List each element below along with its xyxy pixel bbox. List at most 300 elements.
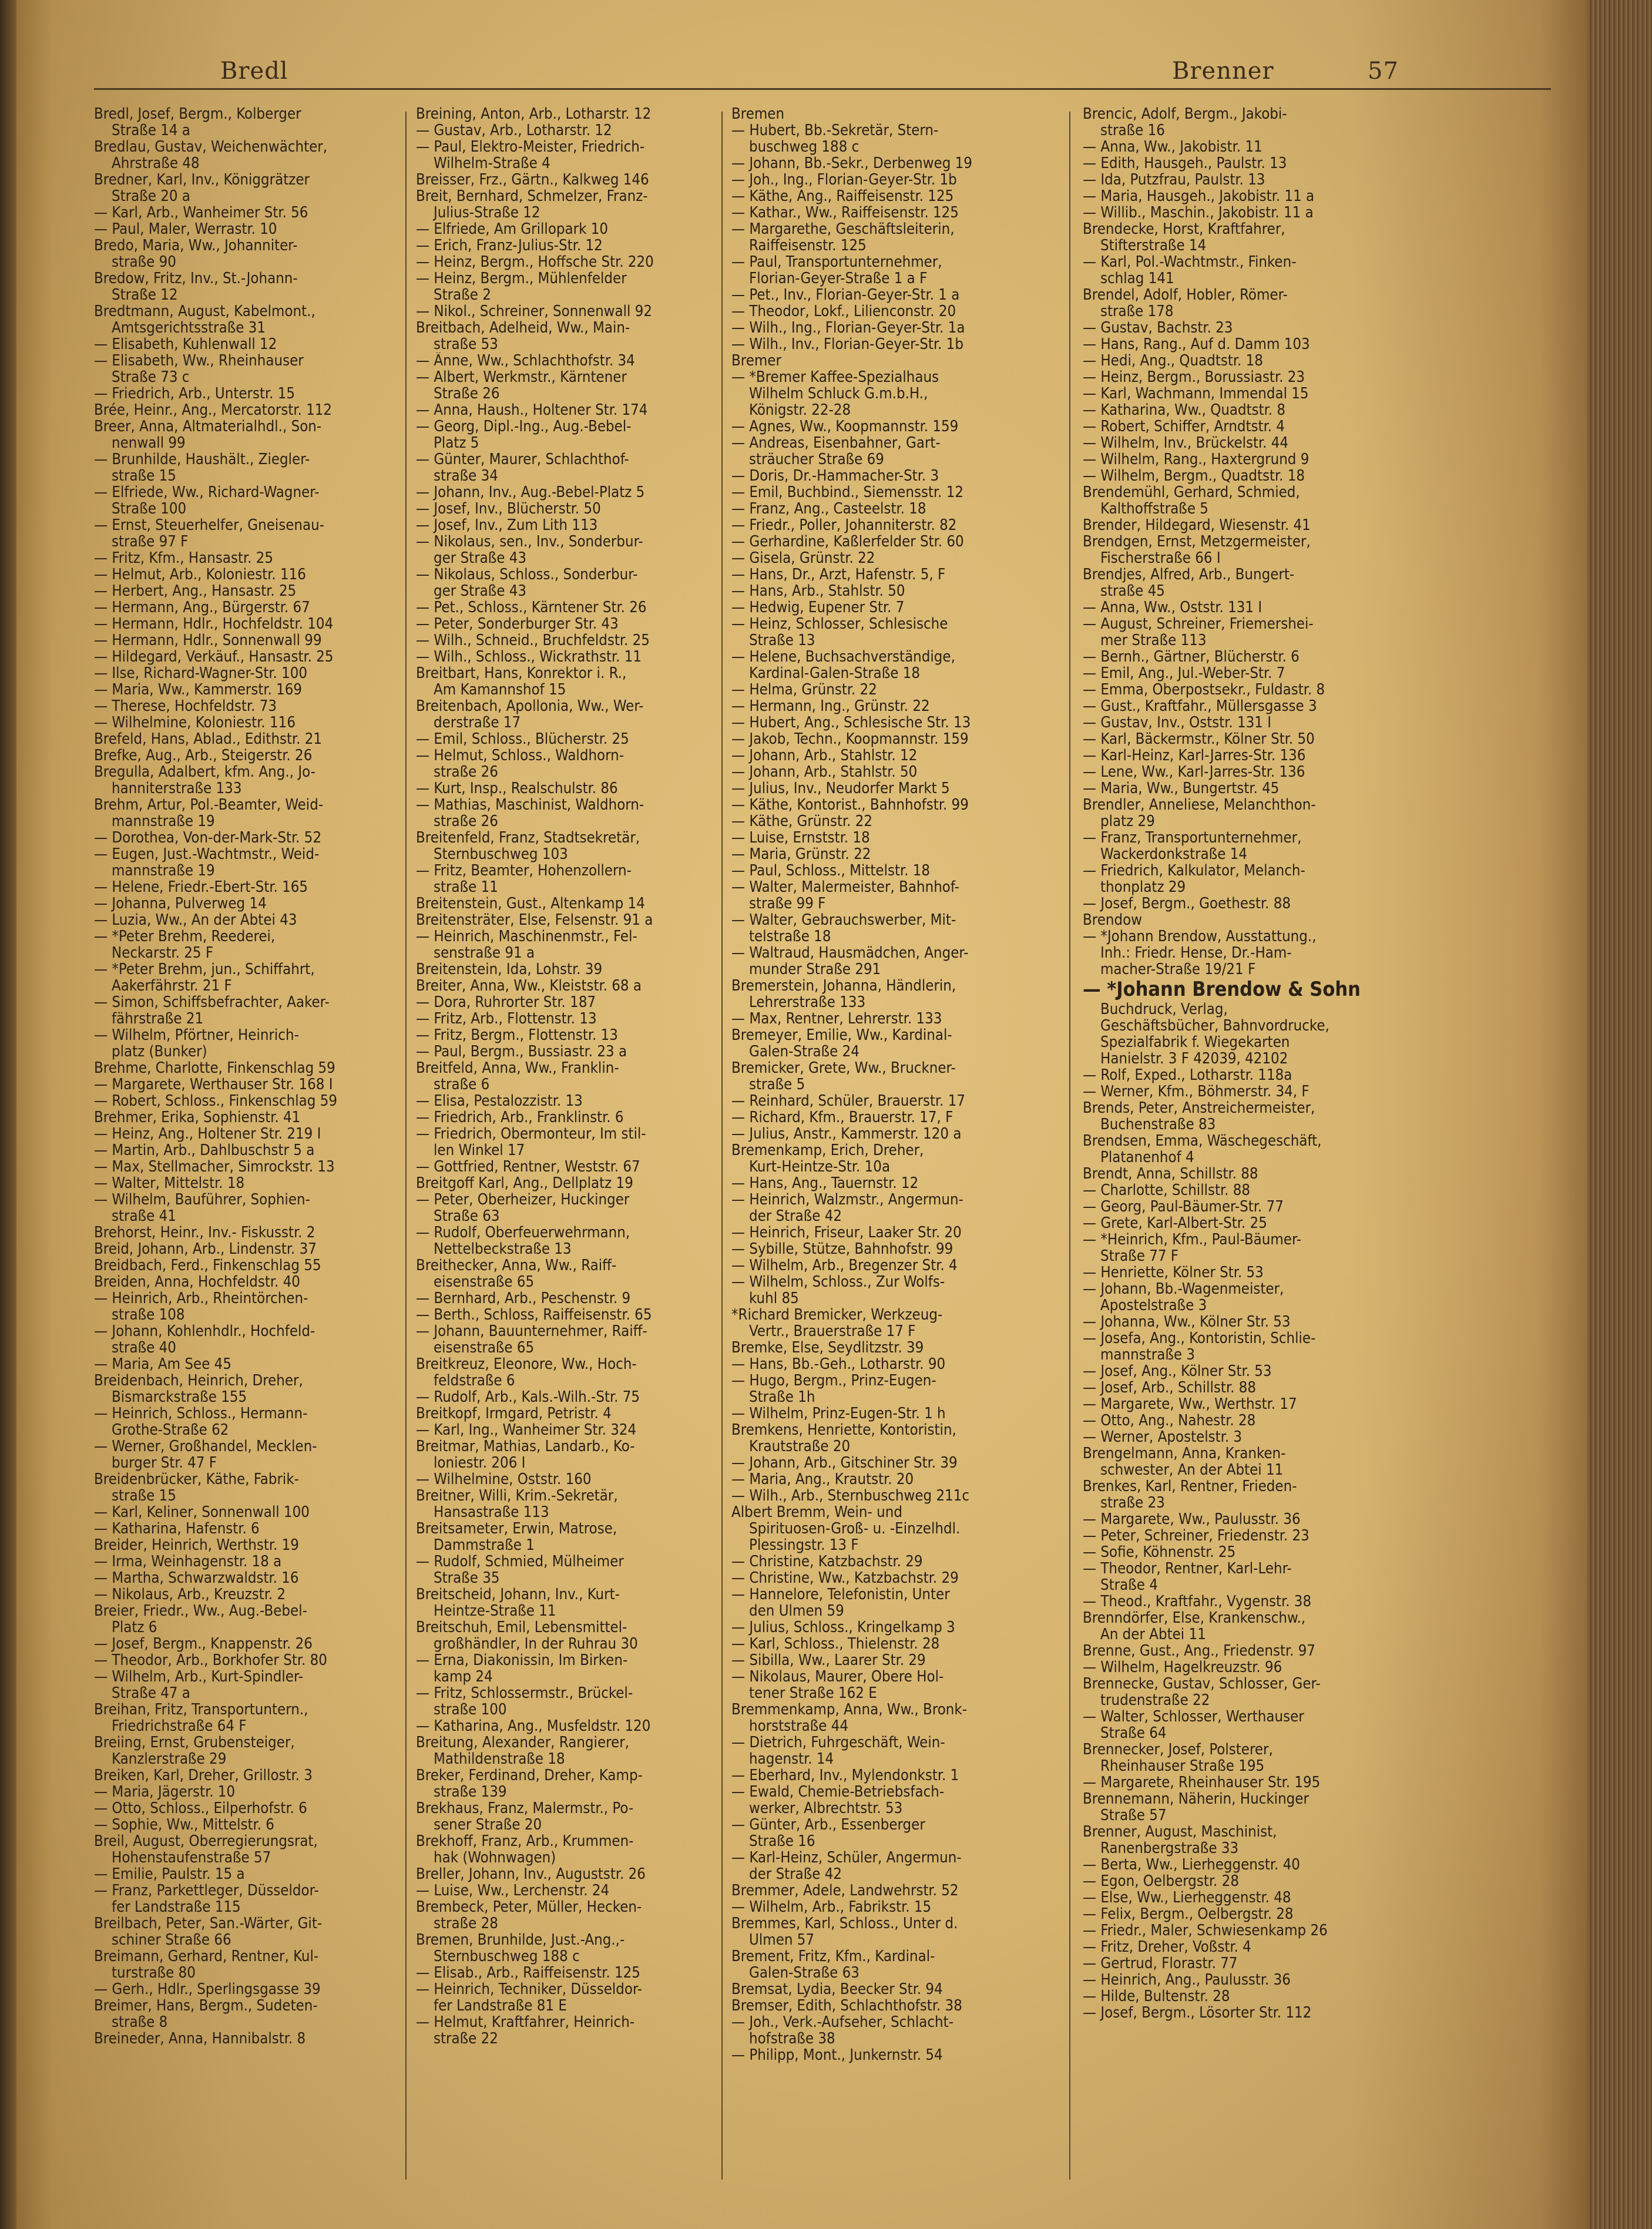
directory-entry: Breer, Anna, Altmaterialhdl., Son- (94, 418, 322, 435)
entry-continuation: Straße 100 (112, 501, 187, 517)
directory-entry: Brennecke, Gustav, Schlosser, Ger- (1083, 1676, 1321, 1692)
entry-continuation: straße 45 (1100, 583, 1165, 599)
entry-continuation: straße 15 (112, 1488, 176, 1504)
directory-entry: — Wilhelm, Rang., Haxtergrund 9 (1083, 451, 1309, 468)
directory-entry: Breiden, Anna, Hochfeldstr. 40 (94, 1274, 300, 1290)
entry-continuation: Grothe-Straße 62 (112, 1422, 229, 1438)
entry-continuation: straße 90 (112, 254, 176, 270)
directory-entry: — Hermann, Ang., Bürgerstr. 67 (94, 599, 310, 616)
entry-continuation: ger Straße 43 (434, 583, 527, 599)
entry-continuation: Fischerstraße 66 I (1100, 550, 1221, 566)
entry-continuation: Julius-Straße 12 (434, 204, 540, 221)
directory-entry: — Elisab., Arb., Raiffeisenstr. 125 (416, 1965, 640, 1981)
directory-entry: Albert Bremm, Wein- und (731, 1504, 902, 1520)
directory-entry: Bremsat, Lydia, Beecker Str. 94 (731, 1981, 943, 1998)
running-head-left: Bredl (220, 58, 288, 85)
directory-entry: — Fritz, Kfm., Hansastr. 25 (94, 550, 274, 566)
directory-entry: — Elfriede, Am Grillopark 10 (416, 221, 609, 237)
directory-entry: — Heinz, Bergm., Mühlenfelder (416, 270, 627, 287)
directory-entry: — Nikol., Schreiner, Sonnenwall 92 (416, 303, 653, 320)
directory-entry: — *Peter Brehm, Reederei, (94, 928, 276, 945)
entry-continuation: Kanzlerstraße 29 (112, 1751, 227, 1767)
directory-entry: Bredlau, Gustav, Weichenwächter, (94, 139, 328, 155)
directory-entry: — Franz, Parkettleger, Düsseldor- (94, 1882, 319, 1899)
directory-entry: — Theodor, Rentner, Karl-Lehr- (1083, 1560, 1292, 1577)
directory-entry: — Gerhardine, Kaßlerfelder Str. 60 (731, 533, 964, 550)
directory-entry: Breitsameter, Erwin, Matrose, (416, 1520, 617, 1537)
directory-entry: — Kathar., Ww., Raiffeisenstr. 125 (731, 204, 959, 221)
directory-entry: — Elisabeth, Ww., Rheinhauser (94, 353, 304, 369)
directory-entry: — Käthe, Kontorist., Bahnhofstr. 99 (731, 797, 969, 813)
directory-entry: — Johanna, Pulverweg 14 (94, 895, 267, 912)
directory-entry: — Karl-Heinz, Schüler, Angermun- (731, 1849, 962, 1866)
column-divider (405, 112, 407, 2180)
directory-entry: Breineder, Anna, Hannibalstr. 8 (94, 2030, 306, 2047)
entry-continuation: Bismarckstraße 155 (112, 1389, 247, 1405)
entry-continuation: Raiffeisenstr. 125 (749, 237, 867, 254)
directory-entry: — Gertrud, Florastr. 77 (1083, 1955, 1238, 1972)
directory-entry: Bredtmann, August, Kabelmont., (94, 303, 315, 320)
directory-entry: — Sibilla, Ww., Laarer Str. 29 (731, 1652, 926, 1669)
entry-continuation: Stifterstraße 14 (1100, 237, 1207, 254)
directory-entry: — Käthe, Ang., Raiffeisenstr. 125 (731, 188, 954, 204)
directory-entry: — Simon, Schiffsbefrachter, Aaker- (94, 994, 330, 1011)
directory-entry: — Pet., Inv., Florian-Geyer-Str. 1 a (731, 287, 960, 303)
directory-entry: Breitbart, Hans, Konrektor i. R., (416, 665, 627, 682)
directory-entry: Brendler, Anneliese, Melanchthon- (1083, 797, 1316, 813)
directory-entry: — Sophie, Ww., Mittelstr. 6 (94, 1817, 274, 1833)
directory-entry: — Heinrich, Ang., Paulusstr. 36 (1083, 1972, 1291, 1988)
directory-entry: — Werner, Apostelstr. 3 (1083, 1429, 1243, 1445)
directory-entry: — Fritz, Arb., Flottenstr. 13 (416, 1011, 597, 1027)
entry-continuation: thonplatz 29 (1100, 879, 1186, 895)
directory-entry: — Josefa, Ang., Kontoristin, Schlie- (1083, 1330, 1316, 1347)
directory-entry: — Karl, Schloss., Thielenstr. 28 (731, 1636, 940, 1652)
directory-entry: — Charlotte, Schillstr. 88 (1083, 1182, 1251, 1199)
directory-entry: — Emil, Buchbind., Siemensstr. 12 (731, 484, 963, 501)
directory-entry: — Joh., Ing., Florian-Geyer-Str. 1b (731, 172, 957, 188)
entry-continuation: fer Landstraße 81 E (434, 1998, 567, 2014)
entry-continuation: straße 6 (434, 1076, 490, 1093)
entry-continuation: tener Straße 162 E (749, 1685, 877, 1701)
entry-continuation: Kardinal-Galen-Straße 18 (749, 665, 921, 682)
directory-entry: — Robert, Schiffer, Arndtstr. 4 (1083, 418, 1285, 435)
directory-entry: — Martha, Schwarzwaldstr. 16 (94, 1570, 299, 1586)
directory-entry: — Henriette, Kölner Str. 53 (1083, 1264, 1264, 1281)
entry-advertisement: — *Johann Brendow & Sohn (1083, 978, 1361, 1001)
directory-entry: — Erna, Diakonissin, Im Birken- (416, 1652, 628, 1669)
directory-entry: — Christine, Katzbachstr. 29 (731, 1553, 923, 1570)
directory-entry: — Wilhelm, Prinz-Eugen-Str. 1 h (731, 1405, 946, 1422)
directory-entry: — Günter, Maurer, Schlachthof- (416, 451, 629, 468)
directory-entry: — Helene, Buchsachverständige, (731, 649, 955, 665)
directory-entry: — Fritz, Bergm., Flottenstr. 13 (416, 1027, 618, 1043)
directory-entry: Breider, Heinrich, Werthstr. 19 (94, 1537, 299, 1553)
directory-entry: Bremmer, Adele, Landwehrstr. 52 (731, 1882, 959, 1899)
entry-continuation: Galen-Straße 63 (749, 1965, 859, 1981)
directory-entry: — Karl, Arb., Wanheimer Str. 56 (94, 204, 308, 221)
entry-continuation: mannstraße 19 (112, 813, 215, 830)
directory-entry: — Eugen, Just.-Wachtmstr., Weid- (94, 846, 320, 862)
directory-entry: — Wilhelm, Bauführer, Sophien- (94, 1191, 310, 1208)
directory-entry: — Emma, Oberpostsekr., Fuldastr. 8 (1083, 682, 1325, 698)
directory-entry: — Heinrich, Arb., Rheintörchen- (94, 1290, 308, 1307)
entry-continuation: fährstraße 21 (112, 1011, 204, 1027)
entry-continuation: len Winkel 17 (434, 1142, 525, 1159)
directory-entry: — Josef, Arb., Schillstr. 88 (1083, 1379, 1256, 1396)
directory-entry: — Werner, Großhandel, Mecklen- (94, 1438, 317, 1455)
directory-entry: — Bernhard, Arb., Peschenstr. 9 (416, 1290, 631, 1307)
directory-entry: — Elfriede, Ww., Richard-Wagner- (94, 484, 320, 501)
column-1 (94, 106, 381, 2197)
directory-entry: Bremicker, Grete, Ww., Bruckner- (731, 1060, 956, 1076)
directory-entry: — Heinrich, Friseur, Laaker Str. 20 (731, 1224, 962, 1241)
directory-entry: Brefke, Aug., Arb., Steigerstr. 26 (94, 747, 313, 764)
directory-entry: — Ilse, Richard-Wagner-Str. 100 (94, 665, 308, 682)
entry-continuation: straße 16 (1100, 122, 1165, 139)
directory-entry: — Hermann, Ing., Grünstr. 22 (731, 698, 930, 714)
entry-continuation: mannstraße 19 (112, 862, 215, 879)
directory-entry: Brendemühl, Gerhard, Schmied, (1083, 484, 1300, 501)
directory-entry: — Ida, Putzfrau, Paulstr. 13 (1083, 172, 1265, 188)
directory-entry: — Wilhelm, Bergm., Quadtstr. 18 (1083, 468, 1305, 484)
directory-entry: — Franz, Transportunternehmer, (1083, 830, 1302, 846)
directory-entry: Breidbach, Ferd., Finkenschlag 55 (94, 1257, 321, 1274)
entry-continuation: buschweg 188 c (749, 139, 859, 155)
directory-entry: — Friedrich, Obermonteur, Im stil- (416, 1126, 646, 1142)
directory-entry: — Josef, Inv., Blücherstr. 50 (416, 501, 601, 517)
entry-continuation: großhändler, In der Ruhrau 30 (434, 1636, 638, 1652)
directory-entry: — Jakob, Techn., Koopmannstr. 159 (731, 731, 969, 747)
column-4 (1083, 106, 1369, 2197)
directory-entry: Brenne, Gust., Ang., Friedenstr. 97 (1083, 1643, 1315, 1659)
directory-entry: — Wilh., Inv., Florian-Geyer-Str. 1b (731, 336, 963, 353)
directory-entry: — Luise, Ernststr. 18 (731, 830, 870, 846)
directory-entry: — Albert, Werkmstr., Kärntener (416, 369, 627, 385)
column-divider (721, 112, 723, 2180)
directory-entry: — Pet., Schloss., Kärntener Str. 26 (416, 599, 647, 616)
directory-entry: — Richard, Kfm., Brauerstr. 17, F (731, 1109, 953, 1126)
entry-continuation: Straße 13 (749, 632, 815, 649)
directory-entry: — Werner, Kfm., Böhmerstr. 34, F (1083, 1083, 1309, 1100)
directory-entry: — Karl, Bäckermstr., Kölner Str. 50 (1083, 731, 1315, 747)
directory-entry: — Friedr., Maler, Schwiesenkamp 26 (1083, 1922, 1328, 1939)
directory-entry: — Wilhelmine, Koloniestr. 116 (94, 714, 296, 731)
directory-entry: — Sofie, Köhnenstr. 25 (1083, 1544, 1236, 1560)
column-3 (731, 106, 1018, 2197)
directory-entry: Breitenfeld, Franz, Stadtsekretär, (416, 830, 640, 846)
directory-entry: — Theodor, Arb., Borkhofer Str. 80 (94, 1652, 327, 1669)
directory-entry: — Nikolaus, Maurer, Obere Hol- (731, 1669, 944, 1685)
entry-continuation: Königstr. 22-28 (749, 402, 851, 418)
directory-entry: — Josef, Ang., Kölner Str. 53 (1083, 1363, 1272, 1379)
directory-entry: — Hermann, Hdlr., Hochfeldstr. 104 (94, 616, 334, 632)
directory-entry: Breitkreuz, Eleonore, Ww., Hoch- (416, 1356, 637, 1372)
directory-entry: Brendjes, Alfred, Arb., Bungert- (1083, 566, 1295, 583)
directory-entry: — Georg, Dipl.-Ing., Aug.-Bebel- (416, 418, 632, 435)
directory-entry: Breitschuh, Emil, Lebensmittel- (416, 1619, 627, 1636)
directory-entry: Brehmer, Erika, Sophienstr. 41 (94, 1109, 301, 1126)
directory-entry: — Otto, Ang., Nahestr. 28 (1083, 1412, 1256, 1429)
entry-continuation: straße 34 (434, 468, 498, 484)
directory-entry: — Luzia, Ww., An der Abtei 43 (94, 912, 297, 928)
entry-continuation: Buchdruck, Verlag, (1100, 1001, 1228, 1018)
directory-entry: — Wilhelm, Arb., Kurt-Spindler- (94, 1669, 304, 1685)
entry-continuation: derstraße 17 (434, 714, 521, 731)
entry-continuation: An der Abtei 11 (1100, 1626, 1206, 1643)
directory-entry: — Otto, Schloss., Eilperhofstr. 6 (94, 1800, 307, 1817)
directory-entry: — Emilie, Paulstr. 15 a (94, 1866, 245, 1882)
directory-entry: — Robert, Schloss., Finkenschlag 59 (94, 1093, 338, 1109)
directory-entry: — Gerh., Hdlr., Sperlingsgasse 39 (94, 1981, 321, 1998)
entry-continuation: hak (Wohnwagen) (434, 1849, 556, 1866)
entry-continuation: straße 5 (749, 1076, 805, 1093)
directory-entry: Bredl, Josef, Bergm., Kolberger (94, 106, 301, 122)
directory-entry: Breitensträter, Else, Felsenstr. 91 a (416, 912, 653, 928)
directory-entry: — Luise, Ww., Lerchenstr. 24 (416, 1882, 610, 1899)
directory-entry: — Margarete, Werthauser Str. 168 I (94, 1076, 333, 1093)
directory-entry: — Wilhelm, Hagelkreuzstr. 96 (1083, 1659, 1282, 1676)
entry-continuation: Straße 2 (434, 287, 491, 303)
entry-continuation: schwester, An der Abtei 11 (1100, 1462, 1284, 1478)
entry-continuation: straße 8 (112, 2014, 168, 2030)
entry-continuation: Rheinhauser Straße 195 (1100, 1758, 1265, 1774)
entry-continuation: Krautstraße 20 (749, 1438, 851, 1455)
directory-entry: Breitung, Alexander, Rangierer, (416, 1734, 629, 1751)
entry-continuation: Sternbuschweg 188 c (434, 1948, 580, 1965)
directory-entry: Brehorst, Heinr., Inv.- Fiskusstr. 2 (94, 1224, 315, 1241)
directory-entry: — Julius, Anstr., Kammerstr. 120 a (731, 1126, 962, 1142)
entry-continuation: Galen-Straße 24 (749, 1043, 859, 1060)
directory-entry: Brendecke, Horst, Kraftfahrer, (1083, 221, 1285, 237)
entry-continuation: Straße 57 (1100, 1807, 1167, 1824)
directory-entry: — Helmut, Arb., Koloniestr. 116 (94, 566, 306, 583)
entry-continuation: den Ulmen 59 (749, 1603, 844, 1619)
entry-continuation: Aakerfährstr. 21 F (112, 978, 232, 994)
directory-entry: — Ernst, Steuerhelfer, Gneisenau- (94, 517, 325, 533)
directory-entry: — Georg, Paul-Bäumer-Str. 77 (1083, 1199, 1284, 1215)
directory-entry: — Johann, Bb.-Wagenmeister, (1083, 1281, 1284, 1297)
entry-continuation: Hohenstaufenstraße 57 (112, 1849, 271, 1866)
entry-continuation: Buchenstraße 83 (1100, 1116, 1216, 1133)
directory-entry: — Peter, Schreiner, Friedenstr. 23 (1083, 1528, 1309, 1544)
entry-continuation: Hanielstr. 3 F 42039, 42102 (1100, 1050, 1288, 1067)
entry-continuation: platz (Bunker) (112, 1043, 207, 1060)
entry-continuation: straße 108 (112, 1307, 185, 1323)
directory-entry: Breitenstein, Gust., Altenkamp 14 (416, 895, 645, 912)
directory-entry: — Katharina, Ww., Quadtstr. 8 (1083, 402, 1286, 418)
directory-entry: — Josef, Bergm., Goethestr. 88 (1083, 895, 1291, 912)
directory-entry: Breihan, Fritz, Transportuntern., (94, 1701, 308, 1718)
page-gutter-shadow (0, 0, 16, 2229)
directory-entry: — Katharina, Hafenstr. 6 (94, 1520, 260, 1537)
directory-entry: — Wilh., Arb., Sternbuschweg 211c (731, 1488, 970, 1504)
entry-continuation: Vertr., Brauerstraße 17 F (749, 1323, 916, 1340)
directory-entry: — Maria, Am See 45 (94, 1356, 231, 1372)
directory-entry: — Sybille, Stütze, Bahnhofstr. 99 (731, 1241, 953, 1257)
directory-entry: Breidenbrücker, Käthe, Fabrik- (94, 1471, 299, 1488)
directory-entry: Breit, Bernhard, Schmelzer, Franz- (416, 188, 648, 204)
entry-continuation: Kurt-Heintze-Str. 10a (749, 1159, 891, 1175)
entry-continuation: straße 11 (434, 879, 498, 895)
directory-entry: — Friedrich, Arb., Unterstr. 15 (94, 385, 296, 402)
directory-entry: — Elisabeth, Kuhlenwall 12 (94, 336, 277, 353)
directory-entry: — Kurt, Insp., Realschulstr. 86 (416, 780, 618, 797)
column-divider (1069, 112, 1070, 2180)
entry-continuation: Apostelstraße 3 (1100, 1297, 1207, 1314)
directory-entry: — Wilhelmine, Oststr. 160 (416, 1471, 592, 1488)
directory-entry: Brefeld, Hans, Ablad., Edithstr. 21 (94, 731, 323, 747)
entry-continuation: Plessingstr. 13 F (749, 1537, 859, 1553)
directory-entry: — Heinrich, Walzmstr., Angermun- (731, 1191, 963, 1208)
directory-entry: — Heinz, Ang., Holtener Str. 219 I (94, 1126, 321, 1142)
directory-entry: — Julius, Inv., Neudorfer Markt 5 (731, 780, 950, 797)
directory-entry: — *Heinrich, Kfm., Paul-Bäumer- (1083, 1231, 1302, 1248)
entry-continuation: Hansastraße 113 (434, 1504, 549, 1520)
directory-entry: — *Bremer Kaffee-Spezialhaus (731, 369, 939, 385)
directory-entry: Breimer, Hans, Bergm., Sudeten- (94, 1998, 318, 2014)
entry-continuation: Nettelbeckstraße 13 (434, 1241, 572, 1257)
entry-continuation: fer Landstraße 115 (112, 1899, 241, 1915)
entry-continuation: Inh.: Friedr. Hense, Dr.-Ham- (1100, 945, 1292, 961)
entry-continuation: werker, Albrechtstr. 53 (749, 1800, 903, 1817)
directory-entry: Breidenbach, Heinrich, Dreher, (94, 1372, 303, 1389)
directory-entry: Brée, Heinr., Ang., Mercatorstr. 112 (94, 402, 333, 418)
entry-continuation: straße 100 (434, 1701, 507, 1718)
entry-continuation: Wilhelm-Straße 4 (434, 155, 550, 172)
directory-entry: — Bernh., Gärtner, Blücherstr. 6 (1083, 649, 1300, 665)
directory-entry: — Reinhard, Schüler, Brauerstr. 17 (731, 1093, 966, 1109)
directory-entry: Breller, Johann, Inv., Auguststr. 26 (416, 1866, 646, 1882)
entry-continuation: Ulmen 57 (749, 1932, 815, 1948)
entry-continuation: straße 178 (1100, 303, 1174, 320)
directory-entry: Breiing, Ernst, Grubensteiger, (94, 1734, 295, 1751)
directory-entry: — Maria, Ww., Kammerstr. 169 (94, 682, 303, 698)
directory-entry: — Hans, Rang., Auf d. Damm 103 (1083, 336, 1310, 353)
entry-continuation: Am Kamannshof 15 (434, 682, 566, 698)
entry-continuation: Platanenhof 4 (1100, 1149, 1194, 1166)
directory-entry: — Hans, Bb.-Geh., Lotharstr. 90 (731, 1356, 946, 1372)
directory-entry: — Johann, Arb., Gitschiner Str. 39 (731, 1455, 958, 1471)
directory-entry: — Felix, Bergm., Oelbergstr. 28 (1083, 1906, 1294, 1922)
entry-continuation: Friedrichstraße 64 F (112, 1718, 247, 1734)
entry-continuation: straße 26 (434, 764, 498, 780)
entry-continuation: straße 22 (434, 2030, 498, 2047)
directory-entry: — Hedi, Ang., Quadtstr. 18 (1083, 353, 1263, 369)
directory-entry: — Max, Rentner, Lehrerstr. 133 (731, 1011, 942, 1027)
directory-entry: — Rudolf, Oberfeuerwehrmann, (416, 1224, 630, 1241)
directory-entry: — Josef, Inv., Zum Lith 113 (416, 517, 598, 533)
directory-entry: — Johann, Arb., Stahlstr. 12 (731, 747, 918, 764)
directory-entry: — Christine, Ww., Katzbachstr. 29 (731, 1570, 959, 1586)
entry-continuation: Amtsgerichtsstraße 31 (112, 320, 266, 336)
directory-entry: — Irma, Weinhagenstr. 18 a (94, 1553, 282, 1570)
directory-entry: Bredner, Karl, Inv., Königgrätzer (94, 172, 310, 188)
directory-entry: Breitfeld, Anna, Ww., Franklin- (416, 1060, 619, 1076)
entry-continuation: straße 41 (112, 1208, 176, 1224)
entry-continuation: mannstraße 3 (1100, 1347, 1195, 1363)
directory-entry: — Dorothea, Von-der-Mark-Str. 52 (94, 830, 322, 846)
entry-continuation: der Straße 42 (749, 1208, 842, 1224)
directory-entry: — Katharina, Ang., Musfeldstr. 120 (416, 1718, 651, 1734)
directory-entry: Brencic, Adolf, Bergm., Jakobi- (1083, 106, 1287, 122)
directory-entry: Breil, August, Oberregierungsrat, (94, 1833, 318, 1849)
directory-entry: Breier, Friedr., Ww., Aug.-Bebel- (94, 1603, 307, 1619)
entry-continuation: telstraße 18 (749, 928, 831, 945)
directory-entry: — August, Schreiner, Friemershei- (1083, 616, 1314, 632)
entry-continuation: Straße 47 a (112, 1685, 190, 1701)
directory-entry: Breker, Ferdinand, Dreher, Kamp- (416, 1767, 643, 1784)
directory-entry: — Elisa, Pestalozzistr. 13 (416, 1093, 583, 1109)
directory-entry: — Fritz, Schlossermstr., Brückel- (416, 1685, 633, 1701)
entry-continuation: straße 139 (434, 1784, 507, 1800)
directory-entry: — Margarete, Ww., Paulusstr. 36 (1083, 1511, 1301, 1528)
directory-entry: — Änne, Ww., Schlachthofstr. 34 (416, 353, 635, 369)
entry-continuation: Ahrstraße 48 (112, 155, 200, 172)
entry-continuation: platz 29 (1100, 813, 1155, 830)
entry-continuation: schlag 141 (1100, 270, 1174, 287)
directory-entry: — Hilde, Bultenstr. 28 (1083, 1988, 1230, 2005)
directory-entry: — Hubert, Ang., Schlesische Str. 13 (731, 714, 971, 731)
directory-entry: — Mathias, Maschinist, Waldhorn- (416, 797, 644, 813)
directory-entry: Bremenkamp, Erich, Dreher, (731, 1142, 924, 1159)
entry-continuation: Wilhelm Schluck G.m.b.H., (749, 385, 928, 402)
directory-entry: Brender, Hildegard, Wiesenstr. 41 (1083, 517, 1311, 533)
directory-entry: — Nikolaus, sen., Inv., Sonderbur- (416, 533, 643, 550)
directory-entry: — Heinrich, Maschinenmstr., Fel- (416, 928, 637, 945)
entry-continuation: straße 28 (434, 1915, 498, 1932)
directory-entry: Breitenbach, Apollonia, Ww., Wer- (416, 698, 644, 714)
directory-entry: — Karl, Pol.-Wachtmstr., Finken- (1083, 254, 1297, 270)
entry-continuation: Straße 1h (749, 1389, 815, 1405)
directory-entry: — Therese, Hochfeldstr. 73 (94, 698, 277, 714)
entry-continuation: Neckarstr. 25 F (112, 945, 214, 961)
entry-continuation: straße 23 (1100, 1495, 1165, 1511)
directory-entry: — Peter, Sonderburger Str. 43 (416, 616, 619, 632)
directory-entry: Bremer (731, 353, 781, 369)
directory-entry: — Berta, Ww., Lierheggenstr. 40 (1083, 1857, 1300, 1873)
directory-entry: Brenndörfer, Else, Krankenschw., (1083, 1610, 1306, 1626)
directory-entry: Bredow, Fritz, Inv., St.-Johann- (94, 270, 298, 287)
directory-entry: Brehme, Charlotte, Finkenschlag 59 (94, 1060, 335, 1076)
entry-continuation: Heintze-Straße 11 (434, 1603, 556, 1619)
directory-entry: — Gottfried, Rentner, Weststr. 67 (416, 1159, 640, 1175)
entry-continuation: eisenstraße 65 (434, 1274, 535, 1290)
directory-entry: — Wilhelm, Pförtner, Heinrich- (94, 1027, 299, 1043)
directory-entry: — Helmut, Schloss., Waldhorn- (416, 747, 624, 764)
directory-entry: — Wilhelm, Schloss., Zur Wolfs- (731, 1274, 945, 1290)
directory-entry: — Fritz, Dreher, Voßstr. 4 (1083, 1939, 1251, 1955)
directory-entry: — Karl-Heinz, Karl-Jarres-Str. 136 (1083, 747, 1306, 764)
directory-entry: — Hans, Arb., Stahlstr. 50 (731, 583, 905, 599)
entry-continuation: Straße 26 (434, 385, 500, 402)
entry-continuation: Straße 77 F (1100, 1248, 1179, 1264)
directory-entry: — Wilh., Ing., Florian-Geyer-Str. 1a (731, 320, 965, 336)
directory-entry: — Heinz, Bergm., Hoffsche Str. 220 (416, 254, 654, 270)
directory-entry: — Emil, Schloss., Blücherstr. 25 (416, 731, 629, 747)
directory-entry: — Johann, Bauunternehmer, Raiff- (416, 1323, 647, 1340)
entry-continuation: Kalthoffstraße 5 (1100, 501, 1208, 517)
directory-entry: — Maria, Jägerstr. 10 (94, 1784, 236, 1800)
directory-entry: — Gisela, Grünstr. 22 (731, 550, 875, 566)
entry-continuation: Platz 6 (112, 1619, 157, 1636)
directory-entry: — Nikolaus, Schloss., Sonderbur- (416, 566, 638, 583)
directory-entry: — Helma, Grünstr. 22 (731, 682, 877, 698)
directory-entry: Breitbach, Adelheid, Ww., Main- (416, 320, 630, 336)
entry-continuation: Sternbuschweg 103 (434, 846, 568, 862)
directory-entry: — Rudolf, Schmied, Mülheimer (416, 1553, 624, 1570)
directory-entry: Breining, Anton, Arb., Lotharstr. 12 (416, 106, 652, 122)
